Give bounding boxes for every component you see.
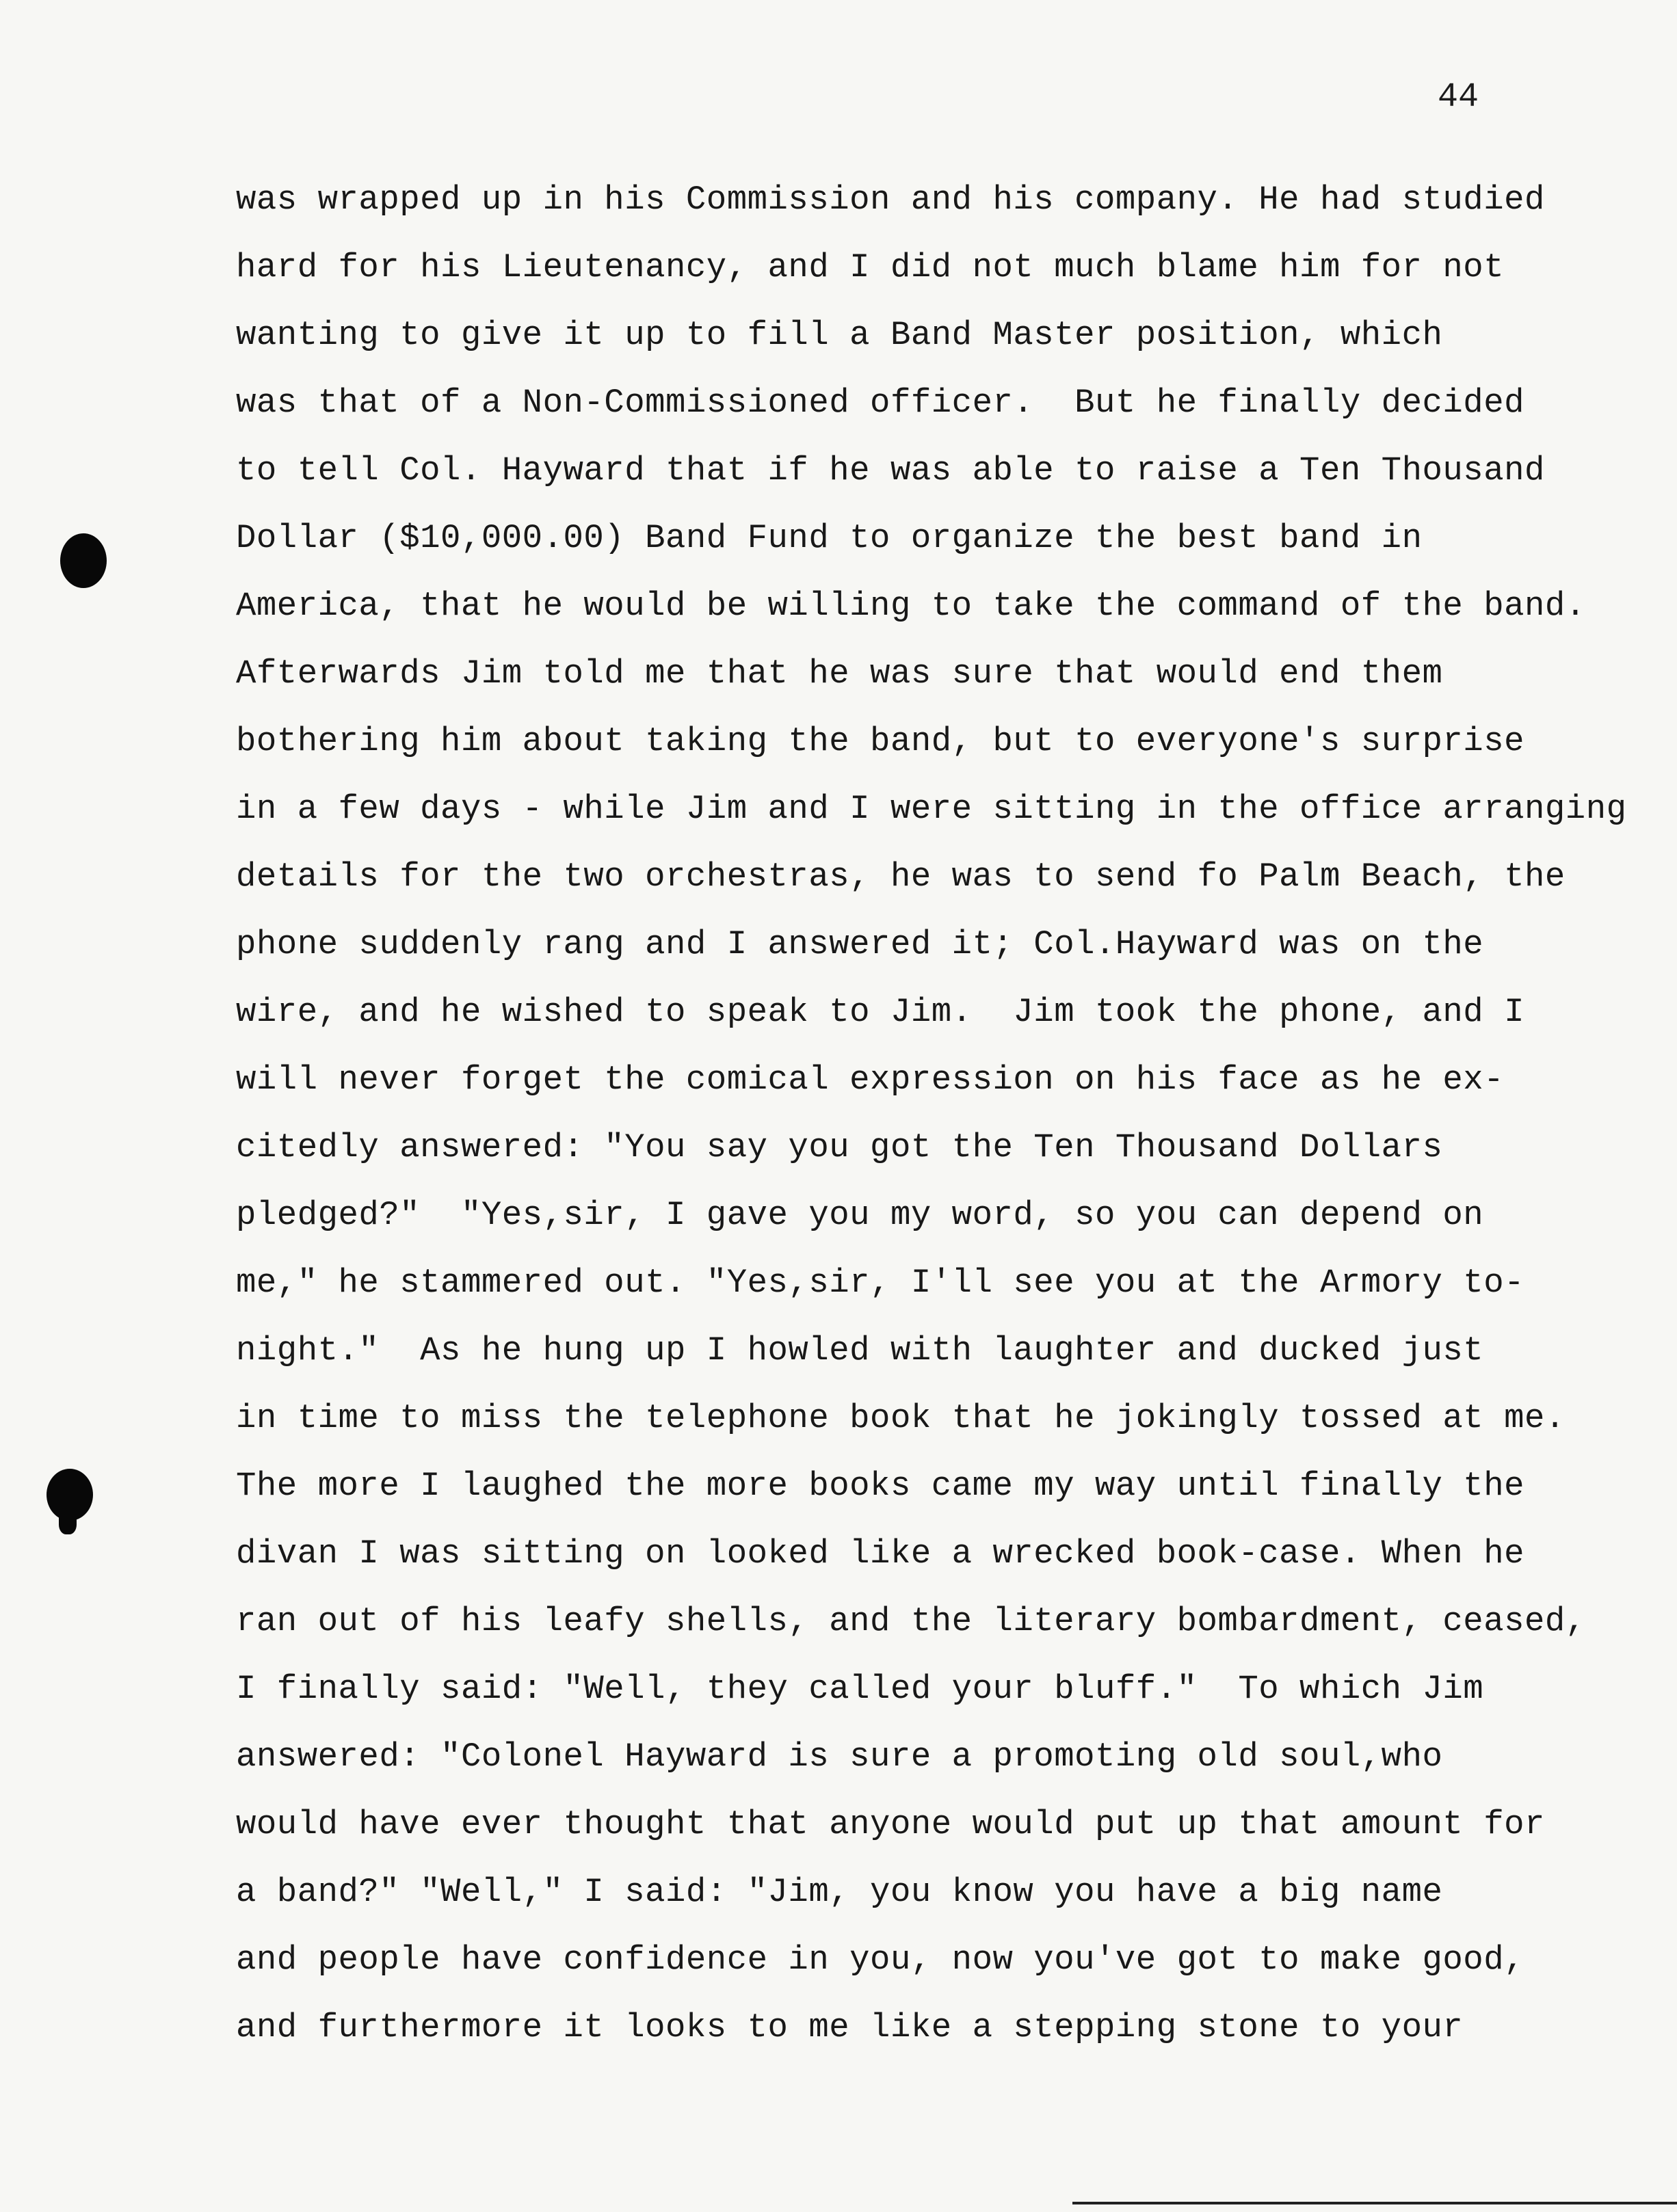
text-line: Afterwards Jim told me that he was sure that would end them [236,654,1443,693]
text-line: hard for his Lieutenancy, and I did not much blame him for not [236,248,1505,287]
text-line: to tell Col. Hayward that if he was able to raise a Ten Thousand [236,451,1545,490]
text-line: in a few days - while Jim and I were sitting in the office arranging [236,790,1627,828]
page-number: 44 [1438,78,1479,117]
text-line: would have ever thought that anyone would put up that amount for [236,1805,1545,1843]
text-line: and furthermore it looks to me like a stepping stone to your [236,2008,1464,2047]
bottom-edge-rule [1072,2202,1677,2204]
text-line: ran out of his leafy shells, and the literary bombardment, ceased, [236,1602,1586,1640]
text-line: wanting to give it up to fill a Band Master position, which [236,316,1443,354]
text-line: me," he stammered out. "Yes,sir, I'll see you at the Armory to- [236,1264,1525,1302]
text-line: bothering him about taking the band, but to everyone's surprise [236,722,1525,760]
text-line: phone suddenly rang and I answered it; Col.Hayward was on the [236,925,1484,963]
text-line: pledged?" "Yes,sir, I gave you my word, so you can depend on [236,1196,1484,1234]
text-line: was that of a Non-Commissioned officer. But he finally decided [236,384,1525,422]
text-line: a band?" "Well," I said: "Jim, you know you have a big name [236,1873,1443,1911]
text-line: details for the two orchestras, he was to send fo Palm Beach, the [236,857,1566,896]
punch-hole-bottom-tear [59,1510,77,1534]
text-line: divan I was sitting on looked like a wrecked book-case. When he [236,1534,1525,1573]
text-line: was wrapped up in his Commission and his company. He had studied [236,181,1545,219]
text-line: and people have confidence in you, now you've got to make good, [236,1941,1525,1979]
text-line: night." As he hung up I howled with laughter and ducked just [236,1331,1484,1370]
text-line: answered: "Colonel Hayward is sure a promoting old soul,who [236,1737,1443,1776]
text-line: I finally said: "Well, they called your bluff." To which Jim [236,1670,1484,1708]
text-line: will never forget the comical expression on his face as he ex- [236,1061,1505,1099]
text-line: America, that he would be willing to take the command of the band. [236,587,1586,625]
text-line: in time to miss the telephone book that he jokingly tossed at me. [236,1399,1566,1437]
text-line: wire, and he wished to speak to Jim. Jim took the phone, and I [236,993,1525,1031]
text-line: citedly answered: "You say you got the Ten Thousand Dollars [236,1128,1443,1167]
text-line: Dollar ($10,000.00) Band Fund to organize the best band in [236,519,1423,557]
text-line: The more I laughed the more books came my way until finally the [236,1467,1525,1505]
punch-hole-top [60,533,107,588]
